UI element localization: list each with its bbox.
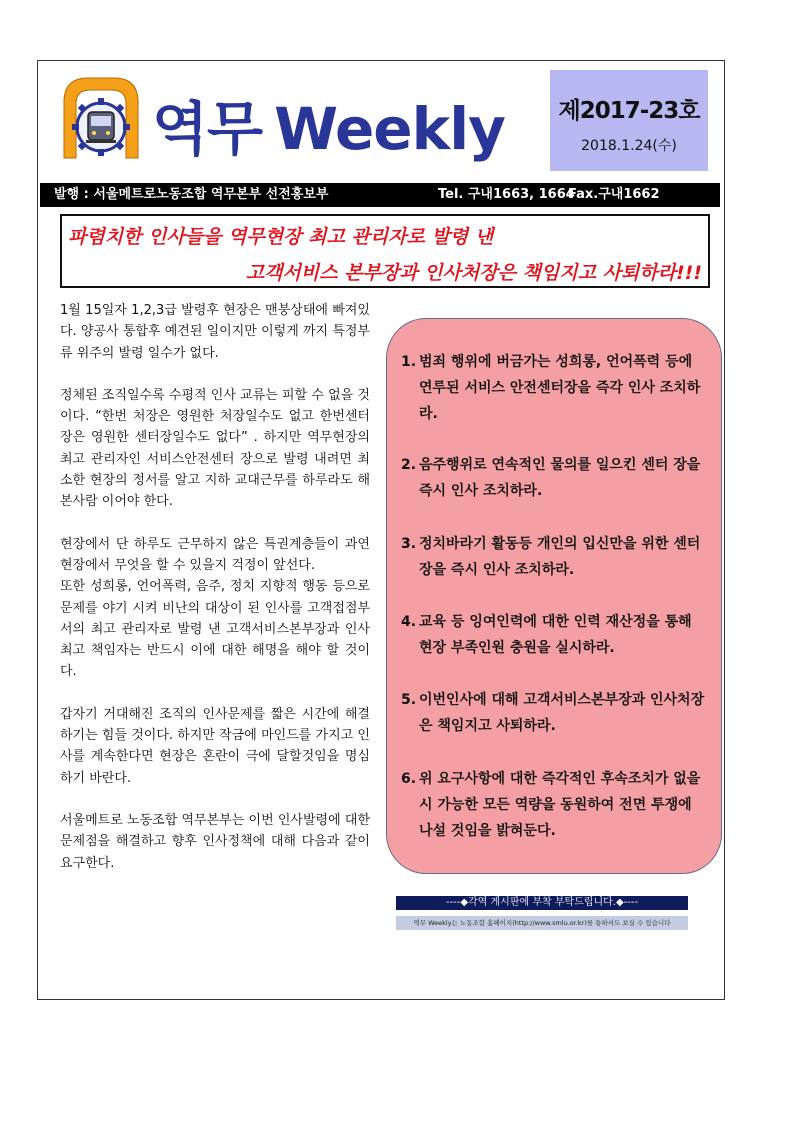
tel-text: Tel. 구내1663, 1664 xyxy=(438,187,575,202)
demand-text: 이번인사에 대해 고객서비스본부장과 인사처장은 책임지고 사퇴하라. xyxy=(419,692,705,734)
headline-line-2: 고객서비스 본부장과 인사처장은 책임지고 사퇴하라!!! xyxy=(245,262,702,284)
issue-date: 2018.1.24(수) xyxy=(581,138,677,154)
demand-text: 위 요구사항에 대한 즉각적인 후속조치가 없을시 가능한 모든 역량을 동원하여 전면 투쟁에 나설 것임을 밝혀둔다. xyxy=(419,771,701,839)
demand-text: 정치바라기 활동등 개인의 입신만을 위한 센터 장을 즉시 인사 조치하라. xyxy=(419,536,701,578)
demand-text: 범죄 행위에 버금가는 성희롱, 언어폭력 등에 연루된 서비스 안전센터장을 즉각 인사 조치하라. xyxy=(419,354,701,422)
demand-item xyxy=(401,452,707,504)
newsletter-title xyxy=(152,82,505,162)
demand-text: 교육 등 잉여인력에 대한 인력 재산정을 통해 현장 부족인원 충원을 실시하라. xyxy=(419,614,692,656)
homepage-notice: 역무 Weekly는 노동조합 홈페이지(http://www.smlu.or.kr)를 통하셔도 보실 수 있습니다 xyxy=(396,916,688,930)
bulletin-board-notice: ----◆각역 게시판에 부착 부탁드립니다.◆---- xyxy=(396,896,688,910)
demand-number: 2. xyxy=(401,457,417,473)
paragraph-2: 정체된 조직일수록 수평적 인사 교류는 피할 수 없을 것이다. “한번 처장은 영원한 처장일수도 없고 한번센터장은 영원한 센터장일수도 없다” . 하지만 역무현장의 최고 관리자인 서비스안전센터 장으로 발령 내려면 최소한 현장의 정서를 알고 지하 교대근무를 하루라도 해본사람 이어야 한다. xyxy=(60,387,370,510)
paragraph-1: 1월 15일자 1,2,3급 발령후 현장은 맨붕상태에 빠져있다. 양공사 통합후 예견된 일이지만 이렇게 까지 특정부류 위주의 발령 일수가 없다. xyxy=(60,303,370,361)
publisher-text: 발행 : 서울메트로노동조합 역무본부 선전홍보부 xyxy=(54,187,329,202)
fax-text: Fax.구내1662 xyxy=(568,187,660,202)
demand-number: 6. xyxy=(401,771,417,787)
demand-item xyxy=(401,766,707,844)
paragraph-4: 또한 성희롱, 언어폭력, 음주, 정치 지향적 행동 등으로 문제를 야기 시켜 비난의 대상이 된 인사를 고객접점부서의 최고 관리자로 발령 낸 고객서비스본부장과 인사 최고 책임자는 반드시 이에 대한 해명을 해야 할 것이다. xyxy=(60,579,370,680)
demand-item xyxy=(401,531,707,583)
paragraph-6: 서울메트로 노동조합 역무본부는 이번 인사발령에 대한 문제점을 해결하고 향후 인사정책에 대해 다음과 같이 요구한다. xyxy=(60,812,370,871)
headline-box xyxy=(60,214,710,288)
demand-item xyxy=(401,349,707,427)
publisher-bar xyxy=(40,183,720,207)
subway-logo-icon xyxy=(56,72,146,162)
title-korean: 역무 xyxy=(152,95,263,163)
paragraph-3: 현장에서 단 하루도 근무하지 않은 특권계층들이 과연 현장에서 무엇을 할 수 있을지 걱정이 앞선다. xyxy=(60,536,370,573)
demand-text: 음주행위로 연속적인 물의를 일으킨 센터 장을 즉시 인사 조치하라. xyxy=(419,457,701,499)
demands-box xyxy=(386,318,722,874)
demand-item xyxy=(401,687,707,739)
issue-number: 제2017-23호 xyxy=(558,98,700,124)
demand-number: 1. xyxy=(401,354,417,370)
headline-line-1: 파렴치한 인사들을 역무현장 최고 관리자로 발령 낸 xyxy=(68,226,494,248)
title-english: Weekly xyxy=(274,95,505,163)
demand-number: 3. xyxy=(401,536,417,552)
issue-box xyxy=(550,70,708,171)
demand-number: 5. xyxy=(401,692,417,708)
demand-number: 4. xyxy=(401,614,417,630)
demand-item xyxy=(401,609,707,661)
paragraph-5: 갑자기 거대해진 조직의 인사문제를 짧은 시간에 해결하기는 힘들 것이다. 하지만 작금에 마인드를 가지고 인사를 계속한다면 현장은 혼란이 극에 달할것임을 명심하기 바란다. xyxy=(60,706,370,786)
article-body xyxy=(60,300,370,895)
